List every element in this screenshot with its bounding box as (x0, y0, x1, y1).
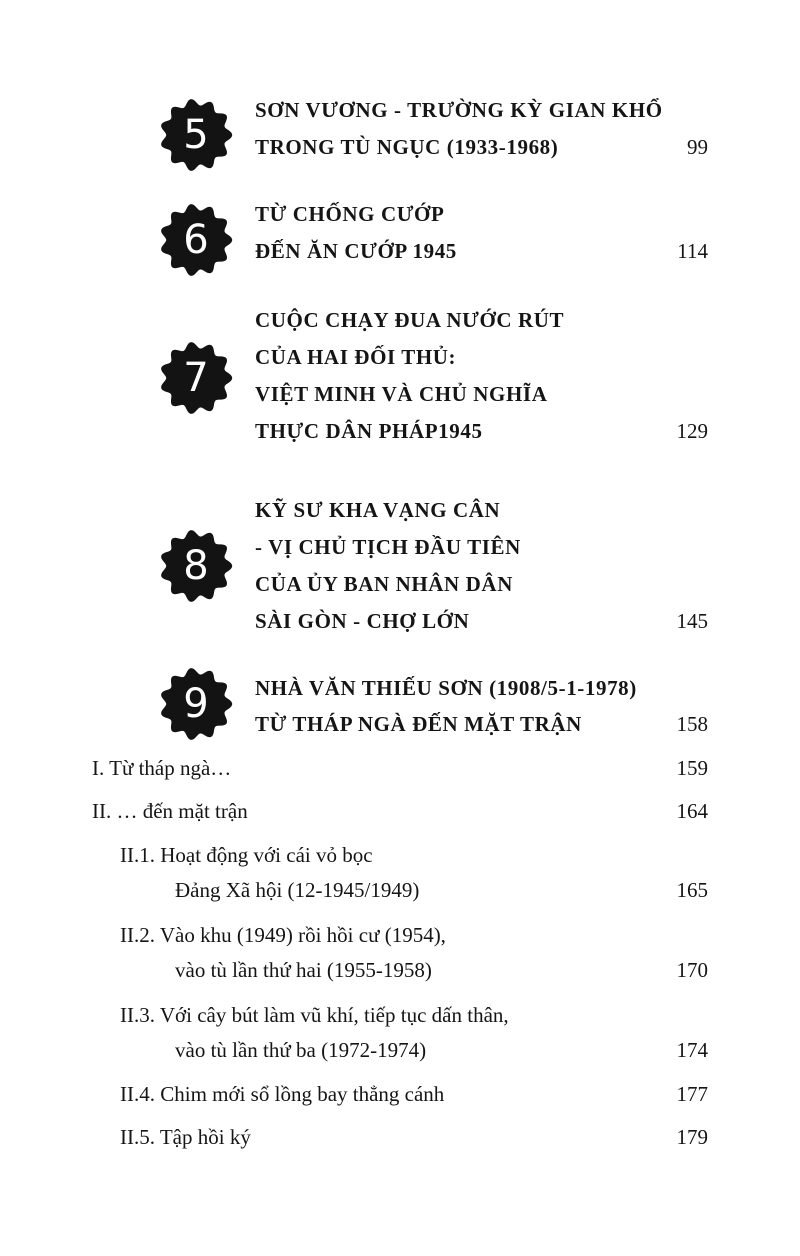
page-number: 129 (676, 419, 708, 443)
chapter-number: 7 (183, 355, 209, 401)
page-number: 99 (687, 135, 708, 159)
subsection-title-line: vào tù lần thứ hai (1955-1958) (175, 958, 432, 982)
chapter-number: 9 (183, 681, 209, 727)
chapter-title-line: ĐẾN ĂN CƯỚP 1945 (255, 239, 457, 263)
section-title[interactable]: I. Từ tháp ngà… (92, 756, 232, 780)
chapter-number: 5 (183, 112, 209, 158)
subsection-title-line: Đảng Xã hội (12-1945/1949) (175, 878, 420, 902)
chapter-title-line: VIỆT MINH VÀ CHỦ NGHĨA (255, 382, 548, 406)
page-number: 158 (676, 712, 708, 736)
chapter-title-line: NHÀ VĂN THIẾU SƠN (1908/5-1-1978) (255, 676, 637, 700)
page-number: 179 (676, 1125, 708, 1149)
page-number: 170 (676, 958, 708, 982)
chapter-title-line: TỪ CHỐNG CƯỚP (255, 202, 445, 226)
page-number: 114 (677, 239, 708, 263)
page-number: 159 (676, 756, 708, 780)
subsection-title-line[interactable]: II.3. Với cây bút làm vũ khí, tiếp tục dấn thân, (120, 1003, 509, 1027)
page-number: 145 (676, 609, 708, 633)
chapter-title-line: CỦA HAI ĐỐI THỦ: (255, 345, 457, 369)
subsection-title-line[interactable]: II.1. Hoạt động với cái vỏ bọc (120, 843, 373, 867)
chapter-title-line: CỦA ỦY BAN NHÂN DÂN (255, 572, 513, 596)
chapter-title-line: KỸ SƯ KHA VẠNG CÂN (255, 498, 501, 522)
chapter-number-badge (158, 528, 234, 604)
chapter-number-badge (158, 340, 234, 416)
chapter-number-badge (158, 97, 234, 173)
subsection-title-line[interactable]: II.4. Chim mới sổ lồng bay thẳng cánh (120, 1082, 445, 1106)
chapter-title-line: TỪ THÁP NGÀ ĐẾN MẶT TRẬN (255, 712, 582, 736)
chapter-title-line: SƠN VƯƠNG - TRƯỜNG KỲ GIAN KHỔ (255, 98, 663, 122)
subsection-title-line[interactable]: II.2. Vào khu (1949) rồi hồi cư (1954), (120, 923, 446, 947)
subsection-title-line: vào tù lần thứ ba (1972-1974) (175, 1038, 427, 1062)
chapter-title-line: SÀI GÒN - CHỢ LỚN (255, 609, 470, 633)
section-title[interactable]: II. … đến mặt trận (92, 799, 248, 823)
chapter-number-badge (158, 666, 234, 742)
chapter-title-line: CUỘC CHẠY ĐUA NƯỚC RÚT (255, 308, 565, 332)
subsection-title-line[interactable]: II.5. Tập hồi ký (120, 1125, 251, 1149)
page-number: 174 (676, 1038, 708, 1062)
chapter-number: 8 (183, 543, 209, 589)
chapter-title-line: THỰC DÂN PHÁP1945 (255, 419, 483, 443)
page-number: 177 (676, 1082, 708, 1106)
page-number: 164 (676, 799, 708, 823)
chapter-number-badge (158, 202, 234, 278)
page-number: 165 (676, 878, 708, 902)
chapter-number: 6 (183, 217, 209, 263)
chapter-title-line: - VỊ CHỦ TỊCH ĐẦU TIÊN (255, 535, 521, 559)
chapter-title-line: TRONG TÙ NGỤC (1933-1968) (255, 135, 559, 159)
